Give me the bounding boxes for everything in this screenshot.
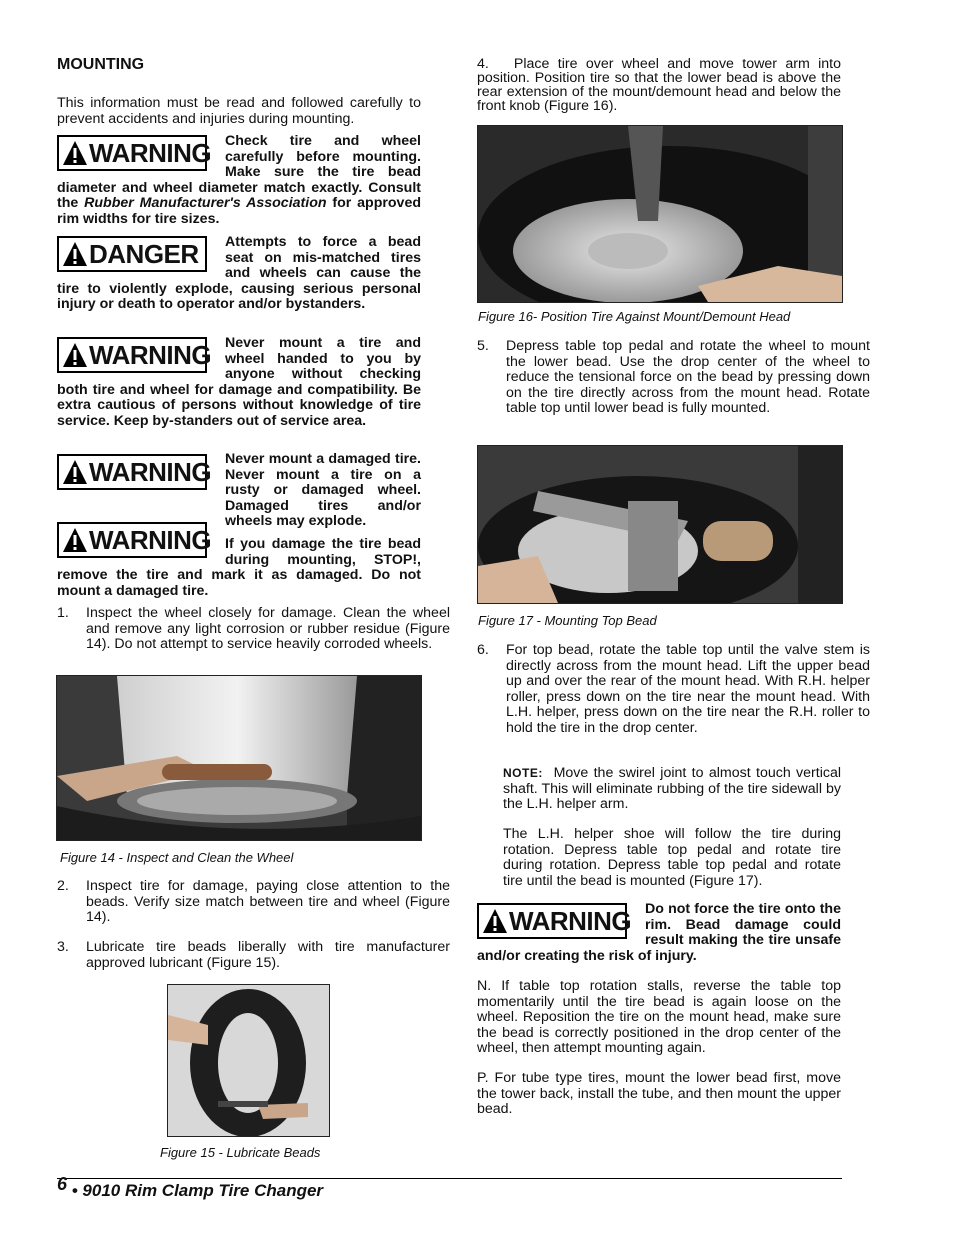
step-6: 6. For top bead, rotate the table top until the valve stem is directly across from the mount head. Lift the upper bead up and over the rear of the mount head. With R.H. helper roller, press down on the tire near the mount head. With L.H. helper, press down on the tire near the R.H. roller to hold the tire in the drop center. <box>477 642 870 736</box>
alert-2-text: Attempts to force a bead seat on mis-matched tires and wheels can cause the tire to violently explode, causing serious personal injury or death to operator and/or bystanders. <box>57 234 421 313</box>
footer-title: • 9010 Rim Clamp Tire Changer <box>71 1181 324 1200</box>
footer-rule <box>57 1178 842 1179</box>
step-5: 5. Depress table top pedal and rotate the wheel to mount the lower bead. Use the drop center of the wheel to reduce the tensional force on the bead by pressing down on the tire directly across from the mount head. Rotate table top until lower bead is fully mounted. <box>477 338 870 417</box>
helper-paragraph: The L.H. helper shoe will follow the tire during rotation. Depress table top pedal and rotate tire during rotation. Depress table top pedal and rotate tire until the bead is mounted (Figure 17). <box>503 826 841 889</box>
alert-word: WARNING <box>89 524 212 555</box>
step-1: 1. Inspect the wheel closely for damage. Clean the wheel and remove any light corrosion or rubber residue (Figure 14). Do not attempt to service heavily corroded wheels. <box>57 605 450 653</box>
mounting-top-bead-image <box>478 446 842 603</box>
figure-15-caption: Figure 15 - Lubricate Beads <box>160 1145 321 1160</box>
page-number: 6 <box>57 1174 68 1194</box>
figure-15-photo <box>167 984 330 1137</box>
note-paragraph: NOTE: Move the swirel joint to almost touch vertical shaft. This will eliminate rubbing of the tire sidewall by the L.H. helper arm. <box>503 765 841 813</box>
alert-word: DANGER <box>89 238 199 269</box>
wheel-inspection-image <box>57 676 421 840</box>
alert-4-text: Never mount a damaged tire. Never mount a tire on a rusty or damaged wheel. Damaged tires and/or wheels may explode. <box>225 451 421 530</box>
warning-triangle-icon <box>62 459 88 485</box>
figure-16-caption: Figure 16- Position Tire Against Mount/Demount Head <box>478 309 791 324</box>
figure-16-photo <box>477 125 843 303</box>
figure-17-caption: Figure 17 - Mounting Top Bead <box>478 613 657 628</box>
alert-6-text: Do not force the tire onto the rim. Bead damage could result making the tire unsafe and/or creating the risk of injury. <box>477 901 841 964</box>
paragraph-n: N. If table top rotation stalls, reverse the table top momentarily until the tire bead is again loose on the wheel. Reposition the tire on the mount head, make sure the bead is correctly positioned in the drop center of the wheel, then attempt mounting again. <box>477 978 841 1057</box>
figure-14-photo <box>56 675 422 841</box>
intro-paragraph: This information must be read and followed carefully to prevent accidents and injuries during mounting. <box>57 95 421 127</box>
alert-word: WARNING <box>89 456 212 487</box>
figure-14-caption: Figure 14 - Inspect and Clean the Wheel <box>60 850 294 865</box>
figure-17-photo <box>477 445 843 604</box>
step-3: 3. Lubricate tire beads liberally with tire manufacturer approved lubricant (Figure 15). <box>57 939 450 971</box>
alert-3-text: Never mount a tire and wheel handed to you by anyone without checking both tire and wheel for damage and compatibility. Be extra cautious of persons without knowledge of tire service. Keep by-standers out of service area. <box>57 335 421 429</box>
tire-position-image <box>478 126 842 302</box>
alert-word: WARNING <box>89 137 212 168</box>
alert-word: WARNING <box>89 339 212 370</box>
paragraph-p: P. For tube type tires, mount the lower bead first, move the tower back, install the tube, and then mount the upper bead. <box>477 1070 841 1118</box>
step-4: 4. Place tire over wheel and move tower arm into position. Position tire so that the lower bead is above the rear extension of the mount/demount head and below the front knob (Figure 16). <box>477 56 842 114</box>
alert-word: WARNING <box>509 905 632 936</box>
page-footer <box>57 1174 324 1201</box>
section-heading: MOUNTING <box>57 56 145 73</box>
warning-label-3 <box>57 454 212 490</box>
alert-5-text: If you damage the tire bead during mounting, STOP!, remove the tire and mark it as damaged. Do not mount a damaged tire. <box>57 536 421 599</box>
step-2: 2. Inspect tire for damage, paying close attention to the beads. Verify size match between tire and wheel (Figure 14). <box>57 878 450 926</box>
tire-lubrication-image <box>168 985 329 1136</box>
alert-1-text: Check tire and wheel carefully before mounting. Make sure the tire bead diameter and wheel diameter match exactly. Consult the Rubber Manufacturer's Association for approved rim widths for tire sizes. <box>57 133 422 227</box>
